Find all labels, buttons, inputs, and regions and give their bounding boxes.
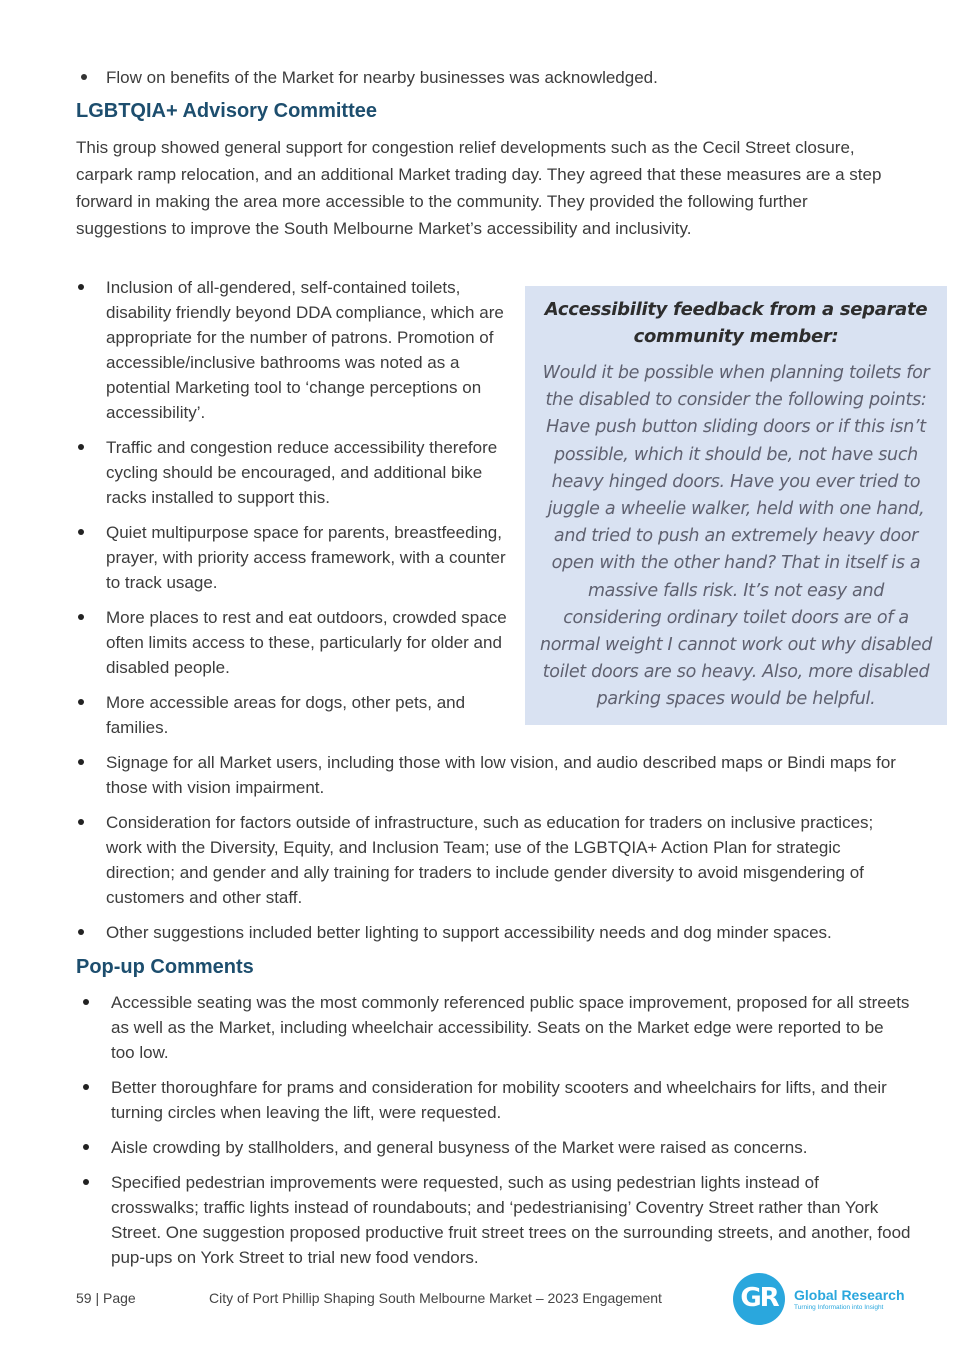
list-item: Inclusion of all-gendered, self-contained toilets, disability friendly beyond DDA compliance, which are appropriate for the number of patrons. Promotion of accessible/inclusive bathrooms was noted as a potential Marketing tool to ‘change perceptions on accessibility’.: [106, 275, 516, 425]
list-item: More places to rest and eat outdoors, crowded space often limits access to these, particularly for older and disabled people.: [106, 605, 516, 680]
list-item: Quiet multipurpose space for parents, breastfeeding, prayer, with priority access framework, with a counter to track usage.: [106, 520, 516, 595]
list-item: Signage for all Market users, including those with low vision, and audio described maps or Bindi maps for those with vision impairment.: [106, 750, 906, 800]
list-item: Consideration for factors outside of infrastructure, such as education for traders on inclusive practices; work with the Diversity, Equity, and Inclusion Team; use of the LGBTQIA+ Action Plan for strategic direction; and gender and ally training for traders to include gender diversity to avoid misgendering of customers and other staff.: [106, 810, 906, 910]
lgbtqia-suggestion-list-wide: [106, 750, 906, 955]
popup-comments-list: [111, 990, 911, 1280]
accessibility-feedback-callout: [525, 286, 947, 725]
lgbtqia-suggestion-list-narrow: [106, 275, 516, 750]
list-item: More accessible areas for dogs, other pets, and families.: [106, 690, 516, 740]
section-heading-popup: Pop-up Comments: [76, 956, 254, 978]
list-item: Aisle crowding by stallholders, and general busyness of the Market were raised as concerns.: [111, 1135, 911, 1160]
continued-bullet: Flow on benefits of the Market for nearby businesses was acknowledged.: [106, 65, 906, 90]
logo-name: Global Research: [794, 1287, 905, 1303]
list-item: Other suggestions included better lighting to support accessibility needs and dog minder spaces.: [106, 920, 906, 945]
logo-monogram: GR: [740, 1283, 778, 1313]
page-number: 59 | Page: [76, 1290, 136, 1306]
list-item: Better thoroughfare for prams and consideration for mobility scooters and wheelchairs for lifts, and their turning circles when leaving the lift, were requested.: [111, 1075, 911, 1125]
footer-document-title: City of Port Phillip Shaping South Melbourne Market – 2023 Engagement: [209, 1290, 662, 1306]
global-research-logo: [733, 1273, 913, 1333]
callout-quote: Would it be possible when planning toilets for the disabled to consider the following points: Have push button sliding doors or if this isn’t possible, which it should be, not have such heavy hinged doors. Have you ever tried to juggle a wheelie walker, held with one hand, and tried to push an extremely heavy door open with the other hand? That in itself is a massive falls risk. It’s not easy and considering ordinary toilet doors are of a normal weight I cannot work out why disabled toilet doors are so heavy. Also, more disabled parking spaces would be helpful.: [539, 363, 933, 710]
list-item: Specified pedestrian improvements were requested, such as using pedestrian lights instead of crosswalks; traffic lights instead of roundabouts; and ‘pedestrianising’ Coventry Street rather than York Street. One suggestion proposed productive fruit street trees on the surrounding streets, and another, food pup-ups on York Street to trial new food vendors.: [111, 1170, 911, 1270]
callout-title: Accessibility feedback from a separate community member:: [544, 299, 928, 347]
list-item: Traffic and congestion reduce accessibility therefore cycling should be encouraged, and additional bike racks installed to support this.: [106, 435, 516, 510]
lgbtqia-intro-paragraph: This group showed general support for congestion relief developments such as the Cecil Street closure, carpark ramp relocation, and an additional Market trading day. They agreed that these measures are a step forward in making the area more accessible to the community. They provided the following further suggestions to improve the South Melbourne Market’s accessibility and inclusivity.: [76, 138, 882, 238]
logo-tagline: Turning Information into Insight: [794, 1304, 884, 1311]
list-item: Accessible seating was the most commonly referenced public space improvement, proposed for all streets as well as the Market, including wheelchair accessibility. Seats on the Market edge were reported to be too low.: [111, 990, 911, 1065]
section-heading-lgbtqia: LGBTQIA+ Advisory Committee: [76, 100, 377, 122]
